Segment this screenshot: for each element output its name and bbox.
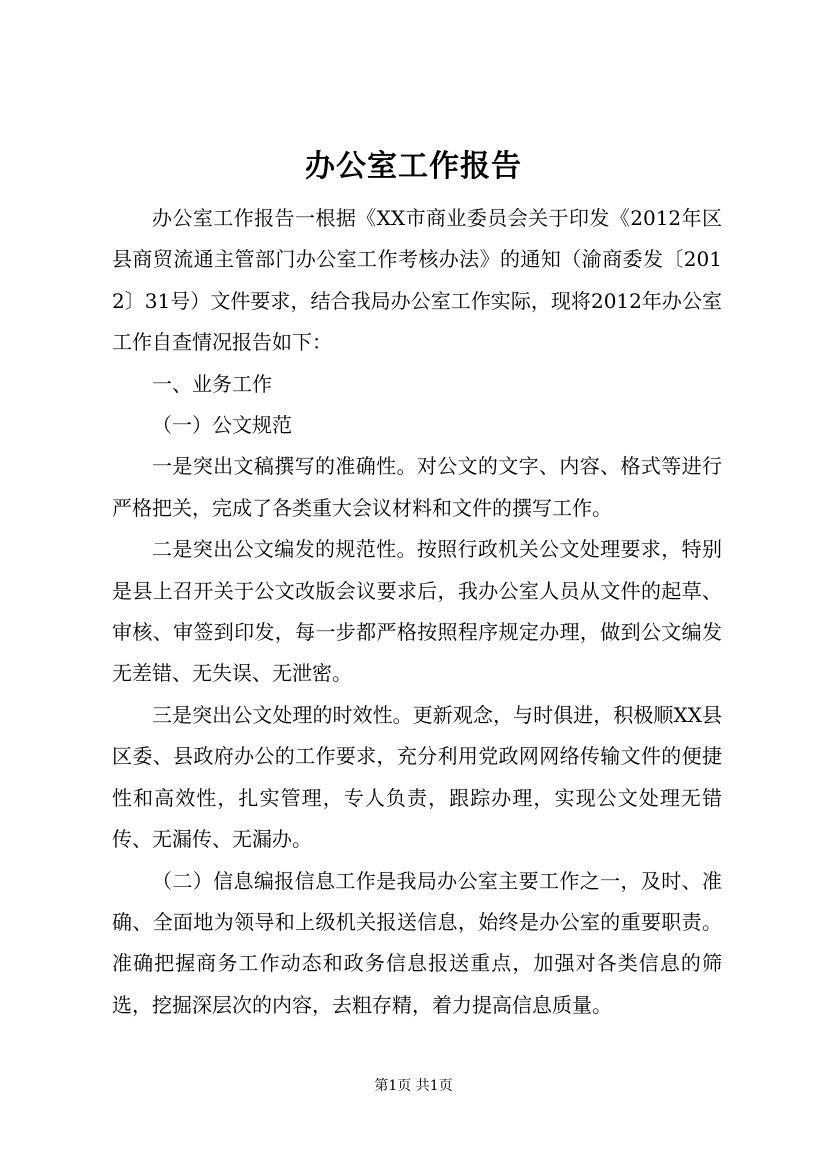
document-body	[112, 198, 722, 1026]
paragraph-processing-timeliness: 三是突出公文处理的时效性。更新观念，与时俱进，积极顺XX县区委、县政府办公的工作要求，充分利用党政网网络传输文件的便捷性和高效性，扎实管理，专人负责，跟踪办理，实现公文处理无错传、无漏传、无漏办。	[112, 702, 722, 852]
paragraph-information-reporting: （二）信息编报信息工作是我局办公室主要工作之一，及时、准确、全面地为领导和上级机关报送信息，始终是办公室的重要职责。准确把握商务工作动态和政务信息报送重点，加强对各类信息的筛选，挖掘深层次的内容，去粗存精，着力提高信息质量。	[112, 868, 722, 1017]
paragraph-issuing-standards: 二是突出公文编发的规范性。按照行政机关公文处理要求，特别是县上召开关于公文改版会议要求后，我办公室人员从文件的起草、审核、审签到印发，每一步都严格按照程序规定办理，做到公文编发无差错、无失误、无泄密。	[112, 537, 722, 686]
subsection-heading-document-standards: （一）公文规范	[152, 413, 292, 438]
document-title: 办公室工作报告	[305, 149, 522, 184]
page-footer: 第1页 共1页	[374, 1078, 453, 1094]
section-heading-business: 一、业务工作	[152, 371, 272, 396]
paragraph-drafting-accuracy: 一是突出文稿撰写的准确性。对公文的文字、内容、格式等进行严格把关，完成了各类重大会议材料和文件的撰写工作。	[112, 454, 722, 520]
intro-paragraph: 办公室工作报告一根据《XX市商业委员会关于印发《2012年区县商贸流通主管部门办公室工作考核办法》的通知（渝商委发〔2012〕31号）文件要求，结合我局办公室工作实际，现将2012年办公室工作自查情况报告如下：	[112, 206, 722, 355]
